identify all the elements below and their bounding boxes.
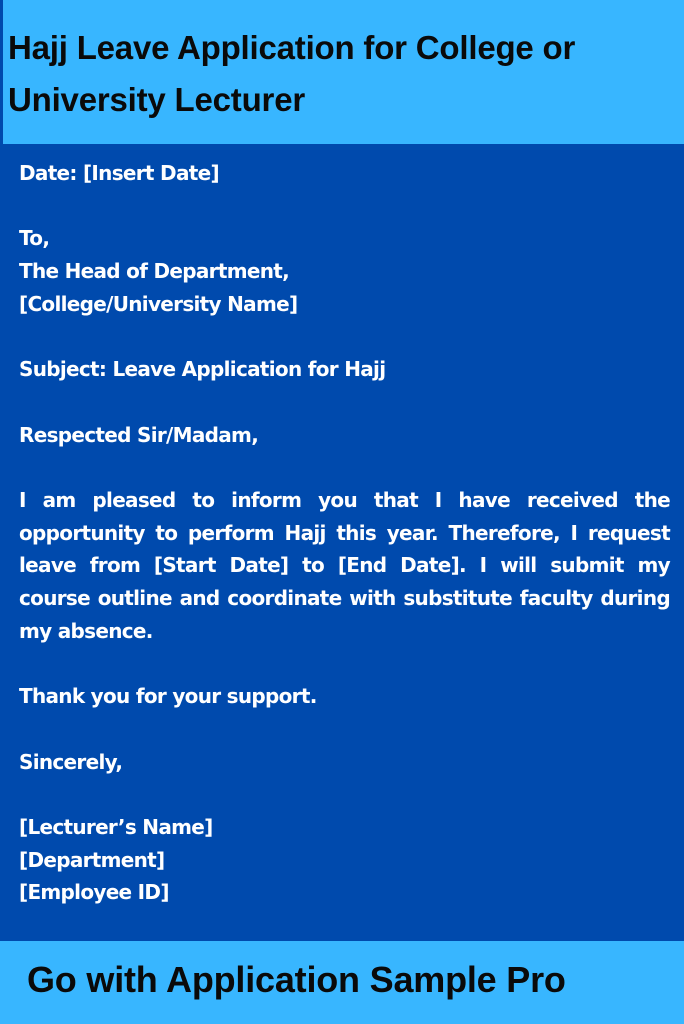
letter-paragraph: I am pleased to inform you that I have received the opportunity to perform Hajj this year. Therefore, I request leave from [Start Date] to [End Date]. I will submit my course outline and coordinate with substitute faculty during my absence. [19,487,670,643]
signature-line: [Employee ID] [19,880,169,905]
recipient-line: The Head of Department, [19,259,289,284]
signature-line: [Lecturer’s Name] [19,814,213,839]
recipient-block [19,222,670,320]
footer-banner [0,941,684,1024]
header-banner [0,0,684,144]
footer-text: Go with Application Sample Pro [27,959,566,1000]
letter-body [19,157,670,927]
letter-subject: Subject: Leave Application for Hajj [19,357,386,382]
recipient-line: [College/University Name] [19,291,298,316]
letter-salutation: Respected Sir/Madam, [19,422,259,447]
recipient-line: To, [19,226,50,251]
letter-date: Date: [Insert Date] [19,161,219,185]
signature-line: [Department] [19,847,165,872]
letter-thanks: Thank you for your support. [19,684,317,709]
signature-block [19,811,670,909]
page-title: Hajj Leave Application for College or University Lecturer [8,29,576,118]
letter-closing: Sincerely, [19,749,123,774]
